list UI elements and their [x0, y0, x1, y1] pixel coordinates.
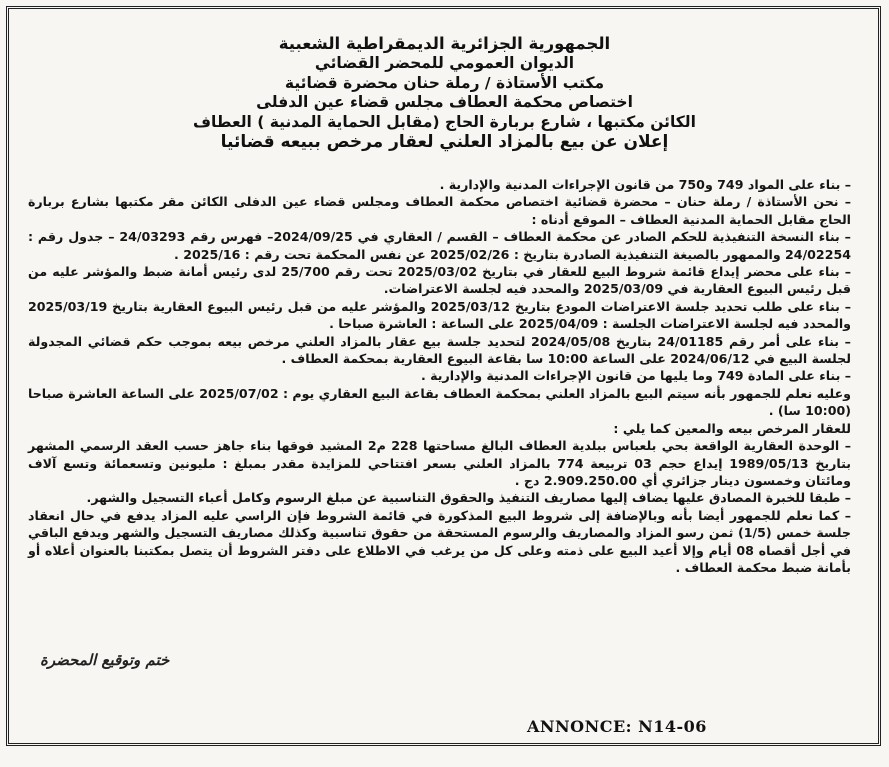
header-address: الكائن مكتبها ، شارع بربارة الحاج (مقابل الحماية المدنية ) العطاف: [193, 112, 696, 131]
paragraph-property: – الوحدة العقارية الواقعة بحي بلعباس ببلدية العطاف البالغ مساحتها 228 م2 المشيد فوقها بناء جاهز حسب العقد الرسمي المشهر بتاريخ 1989/05/13 إيداع حجم 03 تربيعة 774 بالمزاد العلني بسعر افتتاحي للمزايدة مقدر بمبلغ : مليونين وتسعمائة وتسع آلاف ومائتان وخمسون دينار جزائري أي 2.909.250.00 دج .: [28, 438, 851, 488]
notice-title: إعلان عن بيع بالمزاد العلني لعقار مرخص ببيعه قضائيا: [220, 132, 669, 152]
header-jurisdiction: اختصاص محكمة العطاف مجلس قضاء عين الدفلى: [256, 93, 633, 111]
annonce-number: ANNONCE: N14-06: [523, 717, 711, 736]
paragraph-fees: – طبقا للخبرة المصادق عليها يضاف إليها مصاريف التنفيذ والحقوق التناسبية عن مبلغ الرسوم وكامل أعباء التسجيل والشهر.: [86, 490, 851, 506]
paragraph-legal-basis: – بناء على المواد 749 و750 من قانون الإجراءات المدنية والإدارية .: [439, 177, 851, 192]
paragraph-property-intro: للعقار المرخص بيعه والمعين كما يلي :: [613, 420, 851, 436]
header-office: الديوان العمومي للمحضر القضائي: [314, 54, 575, 72]
paragraph-conditions-filing: – بناء على محضر إيداع قائمة شروط البيع للعقار في بتاريخ 2025/03/02 تحت رقم 25/700 لدى رئيس أمانة ضبط والمؤشر عليه من قبل رئيس البيوع العقارية في 2025/03/09 والمحدد فيه لجلسة الاعتراضات.: [28, 264, 851, 297]
signature-line: ختم وتوقيع المحضرة: [40, 651, 170, 669]
paragraph-payment-terms: – كما نعلم للجمهور أيضا بأنه وبالإضافة إلى شروط البيع المذكورة في قائمة الشروط فإن الراسي عليه المزاد يدفع في حال انعقاد جلسة خمس (1/5) ثمن رسو المزاد والمصاريف والرسوم المستحقة من حقوق تناسبية وكذلك مصاريف التسجيل والشهر ويدفع الباقي في أجل أقصاه 08 أيام وإلا أعيد البيع على ذمته وعلى كل من يرغب في الاطلاع على دفتر الشروط أن يتصل بمكتبنا بالعنوان أعلاه أو بأمانة ضبط محكمة العطاف .: [28, 507, 851, 575]
notice-header: [20, 34, 869, 153]
paragraph-order: – بناء على أمر رقم 24/01185 بتاريخ 2024/05/08 لتحديد جلسة بيع عقار بالمزاد العلني مرخص بيعه بموجب حكم قضائي المجدولة لجلسة البيع في 2024/06/12 على الساعة 10:00 سا بقاعة البيوع العقارية بمحكمة العطاف .: [28, 333, 851, 367]
notice-body: [28, 176, 851, 576]
header-republic: الجمهورية الجزائرية الديمقراطية الشعبية: [278, 34, 611, 53]
paragraph-objections: – بناء على طلب تحديد جلسة الاعتراضات المودع بتاريخ 2025/03/12 والمؤشر عليه من قبل رئيس البيوع العقارية بتاريخ 2025/03/19 والمحدد فيه لجلسة الاعتراضات الجلسة : 2025/04/09 على الساعة : العاشرة صباحا .: [28, 298, 851, 332]
paragraph-bailiff: – نحن الأستاذة / رملة حنان – محضرة قضائية اختصاص محكمة العطاف ومجلس قضاء عين الدفلى الكائن مقر مكتبها بشارع بربارة الحاج مقابل الحماية المدنية العطاف – الموقع أدناه :: [28, 194, 851, 227]
paragraph-judgment: – بناء النسخة التنفيذية للحكم الصادر عن محكمة العطاف – القسم / العقاري في 2024/09/25– فهرس رقم 24/03293 – جدول رقم : 24/02254 والممهور بالصيغة التنفيذية الصادرة بتاريخ : 2025/02/26 عن نفس المحكمة تحت رقم : 2025/16 .: [28, 229, 851, 262]
paragraph-article: – بناء على المادة 749 وما يليها من قانون الإجراءات المدنية والإدارية .: [420, 368, 851, 384]
header-bailiff: مكتب الأستاذة / رملة حنان محضرة قضائية: [284, 73, 605, 92]
paragraph-sale-date: وعليه نعلم للجمهور بأنه سيتم البيع بالمزاد العلني بمحكمة العطاف بقاعة البيع العقاري يوم : 2025/07/02 على الساعة العاشرة صباحا (10:00 سا) .: [28, 385, 852, 419]
